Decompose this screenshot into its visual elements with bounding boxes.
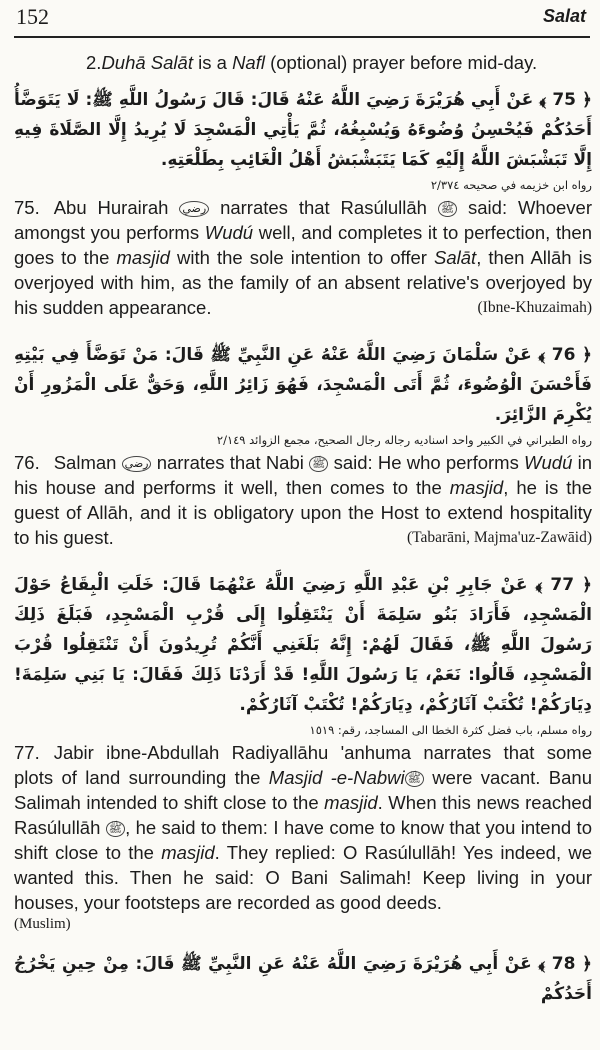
hadith-76-number: 76.: [14, 452, 40, 473]
hadith-77-text-b: were vacant. Banu Salimah intended to shift close to the: [14, 767, 593, 813]
hadith-77-number: 77.: [14, 742, 40, 763]
prophet-honorific-icon: ﷺ: [106, 821, 125, 837]
hadith-75-text-a: Abu Hurairah: [53, 197, 180, 218]
hadith-78-arabic: ﴿ 78 ﴾ عَنْ أَبِي هُرَيْرَةَ رَضِيَ اللَّهُ عَنْهُ عَنِ النَّبِيِّ ﷺ قَالَ: مِنْ حِينِ يَخْرُجُ أَحَدُكُمْ: [14, 954, 592, 1004]
hadith-76-translation: [14, 450, 592, 550]
hadith-75-text-f: , then Allāh is overjoyed with him, as the family of an absent relative's overjoyed by his sudden appearance.: [14, 247, 593, 318]
hadith-77-arabic-reference: رواه مسلم، باب فضل كثرة الخطا الى المساجد، رقم: ١٥١٩: [309, 723, 592, 737]
running-head: Salat: [542, 6, 586, 26]
hadith-76-citation: (Tabarāni, Majma'uz-Zawāid): [406, 529, 592, 546]
footnote: [14, 50, 592, 75]
hadith-75-text-e: with the sole intention to offer: [169, 247, 435, 268]
hadith-75-wudu: Wudú: [204, 222, 254, 243]
hadith-75-arabic: ﴿ 75 ﴾ عَنْ أَبِي هُرَيْرَةَ رَضِيَ اللَّهُ عَنْهُ قَالَ: قَالَ رَسُولُ اللَّهِ ﷺ: لَا يَتَوَضَّأُ أَحَدُكُمْ فَيُحْسِنُ وُضُوءَهُ وَيُسْبِغُهُ، ثُمَّ يَأْتِي الْمَسْجِدَ لَا يُرِيدُ إِلَّا الصَّلَاةَ فِيهِ إِلَّا تَبَشْبَشَ اللَّهُ إِلَيْهِ كَمَا يَتَبَشْبَشُ أَهْلُ الْغَائِبِ بِطَلْعَتِهِ.: [14, 90, 592, 170]
page-number: 152: [16, 4, 49, 29]
hadith-75-number: 75.: [14, 197, 40, 218]
hadith-76-arabic: ﴿ 76 ﴾ عَنْ سَلْمَانَ رَضِيَ اللَّهُ عَنْهُ عَنِ النَّبِيِّ ﷺ قَالَ: مَنْ تَوَضَّأَ فِي بَيْتِهِ فَأَحْسَنَ الْوُضُوءَ، ثُمَّ أَتَى الْمَسْجِدَ، فَهُوَ زَائِرُ اللَّهِ، وَحَقٌّ عَلَى الْمَزُورِ أَنْ يُكْرِمَ الزَّائِرَ.: [14, 345, 592, 425]
hadith-75-citation: (Ibne-Khuzaimah): [477, 299, 592, 316]
hadith-76-wudu: Wudú: [524, 452, 573, 473]
companion-honorific-icon: رضي: [122, 456, 152, 472]
hadith-77-masjid-nabwi: Masjid -e-Nabwi: [268, 767, 405, 788]
footnote-duha: Duhā Salāt: [101, 52, 193, 73]
header-rule: [14, 36, 590, 38]
hadith-77-arabic: ﴿ 77 ﴾ عَنْ جَابِرِ بْنِ عَبْدِ اللَّهِ رَضِيَ اللَّهُ عَنْهُمَا قَالَ: خَلَتِ الْبِقَاعُ حَوْلَ الْمَسْجِدِ، فَأَرَادَ بَنُو سَلِمَةَ أَنْ يَنْتَقِلُوا إِلَى قُرْبِ الْمَسْجِدِ، فَبَلَغَ ذَلِكَ رَسُولَ اللَّهِ ﷺ، فَقَالَ لَهُمْ: إِنَّهُ بَلَغَنِي أَنَّكُمْ تُرِيدُونَ أَنْ تَنْتَقِلُوا قُرْبَ الْمَسْجِدِ، قَالُوا: نَعَمْ، يَا رَسُولَ اللَّهِ! قَدْ أَرَدْنَا ذَلِكَ فَقَالَ: يَا بَنِي سَلِمَةَ! دِيَارَكُمْ! تُكْتَبْ آثَارُكُمْ، دِيَارَكُمْ! تُكْتَبْ آثَارُكُمْ.: [14, 575, 592, 715]
hadith-75-arabic-reference: رواه ابن خزيمه في صحيحه ٢/٣٧٤: [430, 178, 592, 192]
footnote-text-1: 2.: [86, 52, 102, 73]
hadith-77-masjid: masjid: [324, 792, 378, 813]
hadith-76-text-b: narrates that Nabi: [151, 452, 310, 473]
hadith-75-text-d: well, and completes it to perfection, then goes to the: [14, 222, 592, 268]
prophet-honorific-icon: ﷺ: [405, 771, 424, 787]
hadith-76-text-d: in his house and performs it well, then comes to the: [14, 452, 592, 498]
hadith-76-text-a: Salman: [53, 452, 122, 473]
hadith-77-translation: [14, 740, 592, 915]
hadith-75-text-c: said: Whoever amongst you performs: [14, 197, 592, 243]
hadith-75-text-b: narrates that Rasúlullāh: [209, 197, 438, 218]
footnote-text-2: is a: [192, 52, 233, 73]
hadith-77-text-e: . They replied: O Rasúlullāh! Yes indeed, we wanted this. Then he said: O Bani Salimah! Keep living in your houses, your footsteps are recorded as good deeds.: [14, 842, 592, 913]
footnote-nafl: Nafl: [232, 52, 265, 73]
hadith-76-text-c: said: He who performs: [328, 452, 525, 473]
hadith-77-text-c: . When this news reached Rasúlullāh: [14, 792, 593, 838]
hadith-76-arabic-reference: رواه الطبراني في الكبير واحد اسناديه رجاله رجال الصحيح، مجمع الزوائد ٢/١٤٩: [216, 433, 592, 447]
page-header: [0, 0, 600, 40]
footnote-text-3: (optional) prayer before mid-day.: [264, 52, 538, 73]
hadith-76-text-e: , he is the guest of Allāh, and it is obligatory upon the Host to extend hospitality to his guest.: [14, 477, 592, 548]
page-body: [14, 46, 592, 1009]
hadith-75-translation: [14, 195, 592, 320]
companion-honorific-icon: رضي: [179, 201, 209, 217]
hadith-77-masjid-2: masjid: [161, 842, 215, 863]
hadith-75-masjid: masjid: [116, 247, 170, 268]
hadith-77-text-d: , he said to them: I have come to know that you intend to shift close to the: [14, 817, 592, 863]
hadith-77-text-a: Jabir ibne-Abdullah Radiyallāhu 'anhuma narrates that some plots of land surrounding the: [14, 742, 592, 788]
prophet-honorific-icon: ﷺ: [438, 201, 457, 217]
hadith-76-masjid: masjid: [449, 477, 504, 498]
prophet-honorific-icon: ﷺ: [309, 456, 328, 472]
hadith-77-citation: (Muslim): [14, 916, 71, 932]
hadith-75-salat: Salāt: [434, 247, 477, 268]
